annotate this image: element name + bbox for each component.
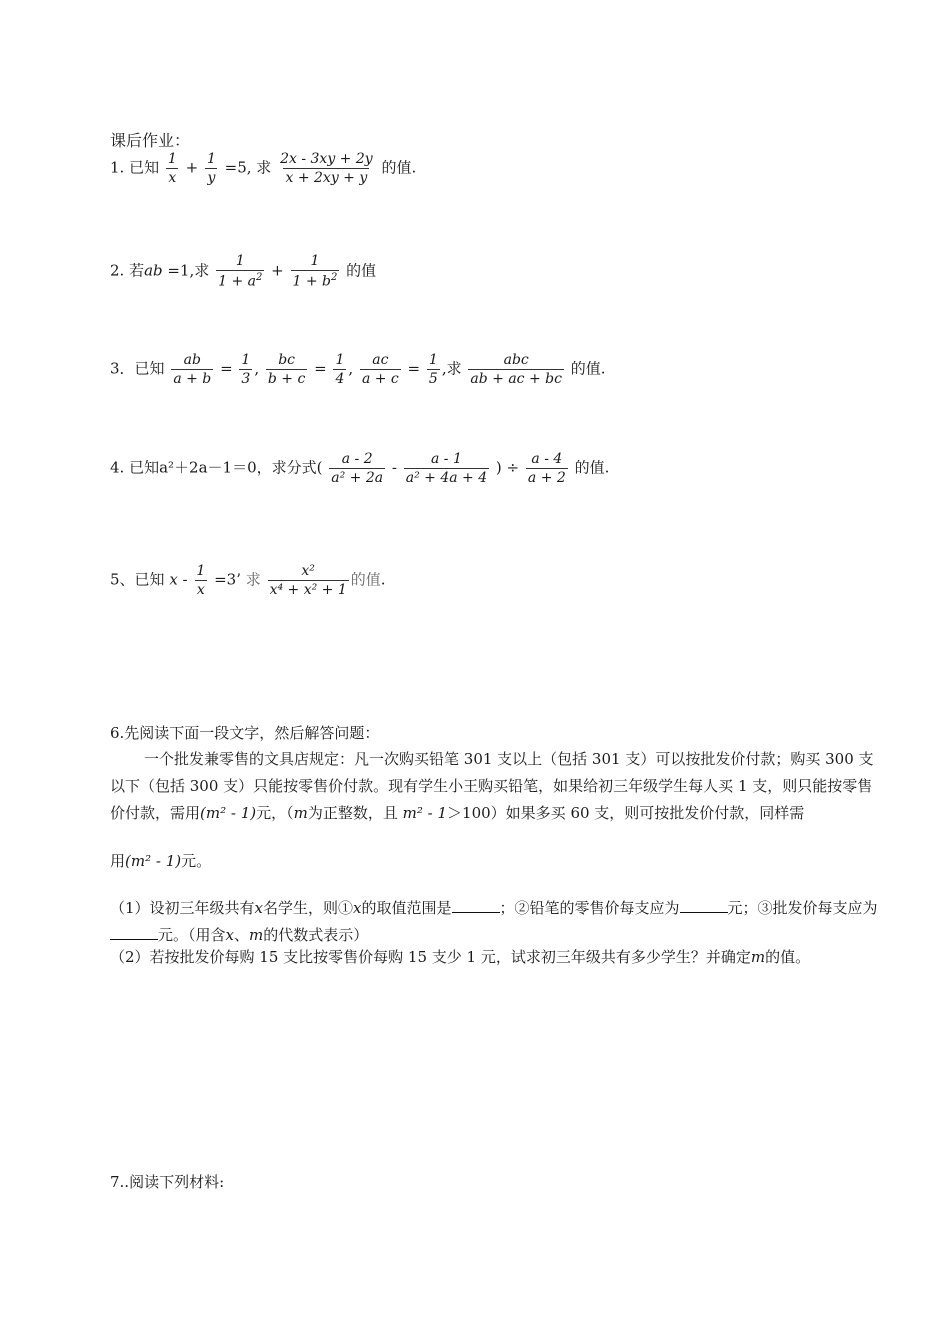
q3-f2-num: bc <box>278 352 296 368</box>
q2-f2-num: 1 <box>310 253 320 269</box>
question-2 <box>110 254 376 289</box>
q3-fraction-ab <box>171 353 213 386</box>
q2-plus: + <box>271 261 284 280</box>
q2-f1-sup: 2 <box>255 272 263 283</box>
q2-f1-den <box>216 270 264 289</box>
q2-fraction-2 <box>291 254 340 289</box>
q6-text-1: 一个批发兼零售的文具店规定：凡一次购买铅笔 301 支以上（包括 301 支）可以按批发价付款；购买 300 支以下（包括 300 支）只能按零售价付款。现有学生小王购买铅笔，如果给初三年级学生每人买 1 支，则只能按零售价付款，需用 <box>110 750 874 822</box>
q3-f4-num: abc <box>503 352 529 368</box>
q2-f1-num: 1 <box>235 253 245 269</box>
q3-r2-num: 1 <box>335 352 345 368</box>
q3-eq-3: = <box>407 359 421 378</box>
q1-f2-num: 1 <box>206 151 216 167</box>
q1-eq: =5, 求 <box>224 158 272 177</box>
q5-f2-num: x² <box>301 563 315 579</box>
q2-tail: 的值 <box>346 261 377 280</box>
question-5 <box>110 564 386 597</box>
q6-yong: 用 <box>110 852 126 870</box>
q3-r1-den: 3 <box>241 371 251 387</box>
q4-label: 4. 已知 <box>110 458 160 477</box>
q5-x: x - <box>169 570 188 589</box>
q6-m: m <box>293 804 308 822</box>
q3-f2-den: b + c <box>267 371 306 387</box>
q1-f1-num: 1 <box>167 151 177 167</box>
q1-fraction-3 <box>278 152 375 185</box>
q1-f3-den: x + 2xy + y <box>285 170 368 186</box>
q6-s1-h: 的代数式表示） <box>263 926 369 944</box>
q3-r2-den: 4 <box>335 371 345 387</box>
q5-fraction-1 <box>194 564 207 597</box>
q4-f2-num: a - 1 <box>431 451 462 467</box>
q3-r3-den: 5 <box>428 371 438 387</box>
q4-f3-num: a - 4 <box>531 451 563 467</box>
q3-fraction-ac <box>360 353 401 386</box>
q3-fraction-abc <box>468 353 564 386</box>
q4-fraction-1 <box>329 452 385 485</box>
q2-fraction-1 <box>216 254 264 289</box>
question-4 <box>110 452 609 485</box>
q5-tail: 的值 <box>350 570 381 589</box>
q6-s1-a: （1）设初三年级共有 <box>110 899 255 917</box>
q6-expr-1: (m² - 1) <box>200 804 257 822</box>
q6-s2-a: （2）若按批发价每购 15 支比按零售价每购 15 支少 1 元，试求初三年级共有多少学生？并确定 <box>110 948 751 966</box>
q1-plus: + <box>185 158 199 177</box>
question-7: 7..阅读下列材料: <box>110 1173 225 1191</box>
q3-f1-num: ab <box>183 352 201 368</box>
question-6-sub-2 <box>110 946 810 967</box>
q1-tail: 的值. <box>381 158 417 177</box>
q5-eq: =3’ <box>214 570 241 589</box>
q6-text-3: 为正整数，且 <box>307 804 398 822</box>
q6-s1-x3: x <box>225 926 234 944</box>
q5-dot: . <box>380 570 386 589</box>
q6-s1-d: ；②铅笔的零售价每支应为 <box>499 899 680 917</box>
q2-f2-den <box>291 270 340 289</box>
q1-f2-den: y <box>207 170 216 186</box>
q1-f1-den: x <box>168 170 177 186</box>
q6-expr-3: (m² - 1) <box>125 852 182 870</box>
question-6-line-yong <box>110 850 211 871</box>
q6-s1-c: 的取值范围是 <box>361 899 452 917</box>
q6-s1-x1: x <box>254 899 264 917</box>
question-6-heading: 6.先阅读下面一段文字，然后解答问题： <box>110 724 380 742</box>
homework-title: 课后作业： <box>110 131 191 150</box>
q4-f3-den: a + 2 <box>527 470 566 486</box>
blank-3[interactable] <box>110 925 158 940</box>
q3-fraction-bc <box>266 353 307 386</box>
q2-f2-sup: 2 <box>331 272 338 283</box>
q3-r3-num: 1 <box>428 352 438 368</box>
q5-f2-den: x⁴ + x² + 1 <box>269 582 347 598</box>
q6-expr-2: m² - 1 <box>402 804 448 822</box>
q4-fraction-3 <box>526 452 568 485</box>
q5-f1-den: x <box>196 582 205 598</box>
q2-eq: =1,求 <box>167 261 210 280</box>
question-1 <box>110 152 416 185</box>
q4-minus: - <box>391 458 397 477</box>
q3-f3-den: a + c <box>361 371 399 387</box>
q3-tail: 的值. <box>570 359 606 378</box>
q4-f2-den: a² + 4a + 4 <box>405 470 488 486</box>
question-6-sub-1 <box>110 895 882 949</box>
q2-f2-den-text: 1 + b <box>292 273 331 290</box>
q6-s1-f: 元。（用含 <box>158 926 226 944</box>
q3-label: 3．已知 <box>110 359 165 378</box>
q3-f4-den: ab + ac + bc <box>470 371 562 387</box>
q3-eq-2: = <box>314 359 327 378</box>
q1-fraction-1 <box>166 152 179 185</box>
q6-text-2: 元，（ <box>256 804 294 822</box>
q1-fraction-2 <box>205 152 218 185</box>
q1-label: 1. 已知 <box>110 158 160 177</box>
q3-f1-den: a + b <box>173 371 212 387</box>
q1-f3-num: 2x - 3xy + 2y <box>280 151 373 167</box>
q5-label: 5、已知 <box>110 570 165 589</box>
question-6-paragraph <box>110 746 882 827</box>
question-3: 3．已知 $\frac{ab}{a + b}$ = $\frac{1}{3}$ , $\frac{bc}{b + c}$ = $\frac{1}{4}$ , $\frac{ac}{a + c}$ = $\frac{1}{5}$ ,求 $\frac{\text{abc}}{ab + ac + bc}$ 的值. <box>110 352 606 387</box>
q6-yuan: 元。 <box>181 852 212 870</box>
q3-f3-num: ac <box>372 352 389 368</box>
q5-fraction-2 <box>268 564 349 597</box>
q5-f1-num: 1 <box>196 563 206 579</box>
q2-f1-den-text: 1 + a <box>218 273 256 290</box>
q2-label: 2. 若 <box>110 261 145 280</box>
q6-s2-b: 的值。 <box>765 948 811 966</box>
q3-ratio-3 <box>427 353 440 386</box>
blank-2[interactable] <box>680 898 728 913</box>
q3-ratio-1 <box>239 353 252 386</box>
q6-s1-b: 名学生，则① <box>263 899 354 917</box>
q3-eq-1: = <box>220 359 233 378</box>
q6-s1-x2: x <box>353 899 362 917</box>
q6-s2-m: m <box>750 948 766 966</box>
q5-qiu: 求 <box>245 570 261 589</box>
q6-s1-m: m <box>249 926 264 944</box>
q6-s1-g: 、 <box>233 926 249 944</box>
q4-tail: 的值. <box>574 458 610 477</box>
q3-r1-num: 1 <box>241 352 251 368</box>
q4-fraction-2 <box>404 452 489 485</box>
q2-ab: ab <box>144 261 163 280</box>
q3-qiu: ,求 <box>441 359 462 378</box>
q4-f1-num: a - 2 <box>341 451 373 467</box>
q3-ratio-2 <box>333 353 346 386</box>
q6-text-4: ＞100）如果多买 60 支，则可按批发价付款，同样需 <box>447 804 805 822</box>
q4-condition: a²＋2a－1＝0，求分式( <box>159 458 323 477</box>
blank-1[interactable] <box>452 898 500 913</box>
q4-divide: ) ÷ <box>495 458 520 477</box>
q4-f1-den: a² + 2a <box>331 470 384 486</box>
q6-s1-e: 元；③批发价每支应为 <box>727 899 878 917</box>
